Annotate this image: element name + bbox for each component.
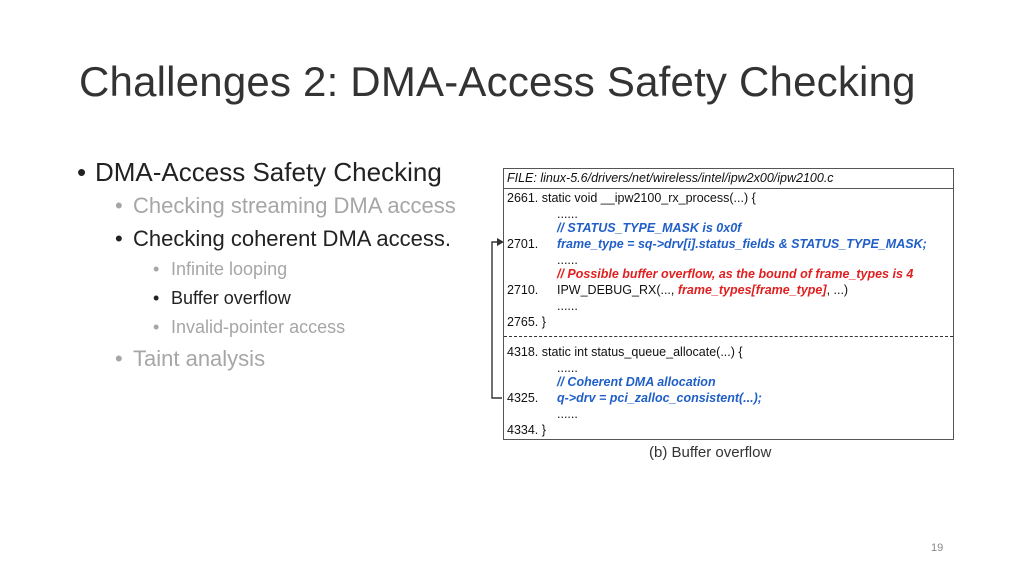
- code-debug-call: IPW_DEBUG_RX(...,: [557, 283, 675, 297]
- figure-caption: (b) Buffer overflow: [649, 444, 772, 461]
- bullet-invalid-pointer-text: Invalid-pointer access: [171, 317, 346, 337]
- page-number: 19: [931, 542, 944, 554]
- code-figure: [503, 168, 954, 440]
- bullet-taint-analysis: • Taint analysis: [115, 346, 266, 371]
- code-comment-status-mask: // STATUS_TYPE_MASK is 0x0f: [557, 221, 742, 235]
- file-path: FILE: linux-5.6/drivers/net/wireless/intel/ipw2x00/ipw2100.c: [507, 171, 834, 185]
- bullet-streaming: • Checking streaming DMA access: [115, 193, 456, 218]
- code-ellipsis: ......: [557, 407, 578, 421]
- bullet-streaming-text: Checking streaming DMA access: [133, 193, 456, 218]
- code-comment-overflow: // Possible buffer overflow, as the bound of frame_types is 4: [557, 267, 914, 281]
- bullet-infinite-looping-text: Infinite looping: [171, 259, 288, 279]
- code-frame-type: frame_type = sq->drv[i].status_fields & STATUS_TYPE_MASK;: [557, 237, 927, 251]
- bullet-level1-text: DMA-Access Safety Checking: [95, 157, 442, 187]
- code-frame-types-index: frame_types[frame_type]: [677, 283, 827, 297]
- bullet-level1: • DMA-Access Safety Checking: [77, 157, 442, 187]
- code-zalloc: q->drv = pci_zalloc_consistent(...);: [557, 391, 762, 405]
- code-line-2701: [507, 237, 927, 251]
- code-ellipsis: ......: [557, 253, 578, 267]
- bullet-infinite-looping: • Infinite looping: [153, 259, 288, 279]
- bullet-list: [77, 156, 456, 375]
- bullet-coherent: • Checking coherent DMA access.: [115, 226, 451, 251]
- code-comment-coherent: // Coherent DMA allocation: [557, 375, 716, 389]
- code-debug-tail: , ...): [826, 283, 849, 297]
- code-ellipsis: ......: [557, 361, 578, 375]
- code-ellipsis: ......: [557, 207, 578, 221]
- code-ellipsis: ......: [557, 299, 578, 313]
- line-number: 2701.: [507, 237, 539, 251]
- bullet-invalid-pointer: • Invalid-pointer access: [153, 317, 346, 337]
- slide-title: Challenges 2: DMA-Access Safety Checking: [79, 58, 916, 105]
- line-number: 2710.: [507, 283, 539, 297]
- code-line-2661: 2661. static void __ipw2100_rx_process(...) {: [507, 191, 756, 205]
- bullet-taint-analysis-text: Taint analysis: [133, 346, 266, 371]
- bullet-buffer-overflow-text: Buffer overflow: [171, 288, 291, 308]
- bullet-buffer-overflow: • Buffer overflow: [153, 288, 291, 308]
- code-line-4325: [507, 391, 762, 405]
- code-line-4318: 4318. static int status_queue_allocate(...) {: [507, 345, 743, 359]
- line-number: 4325.: [507, 391, 539, 405]
- code-line-2710: [507, 283, 848, 297]
- code-line-4334: 4334. }: [507, 423, 546, 437]
- code-line-2765: 2765. }: [507, 315, 546, 329]
- bullet-coherent-text: Checking coherent DMA access.: [133, 226, 451, 251]
